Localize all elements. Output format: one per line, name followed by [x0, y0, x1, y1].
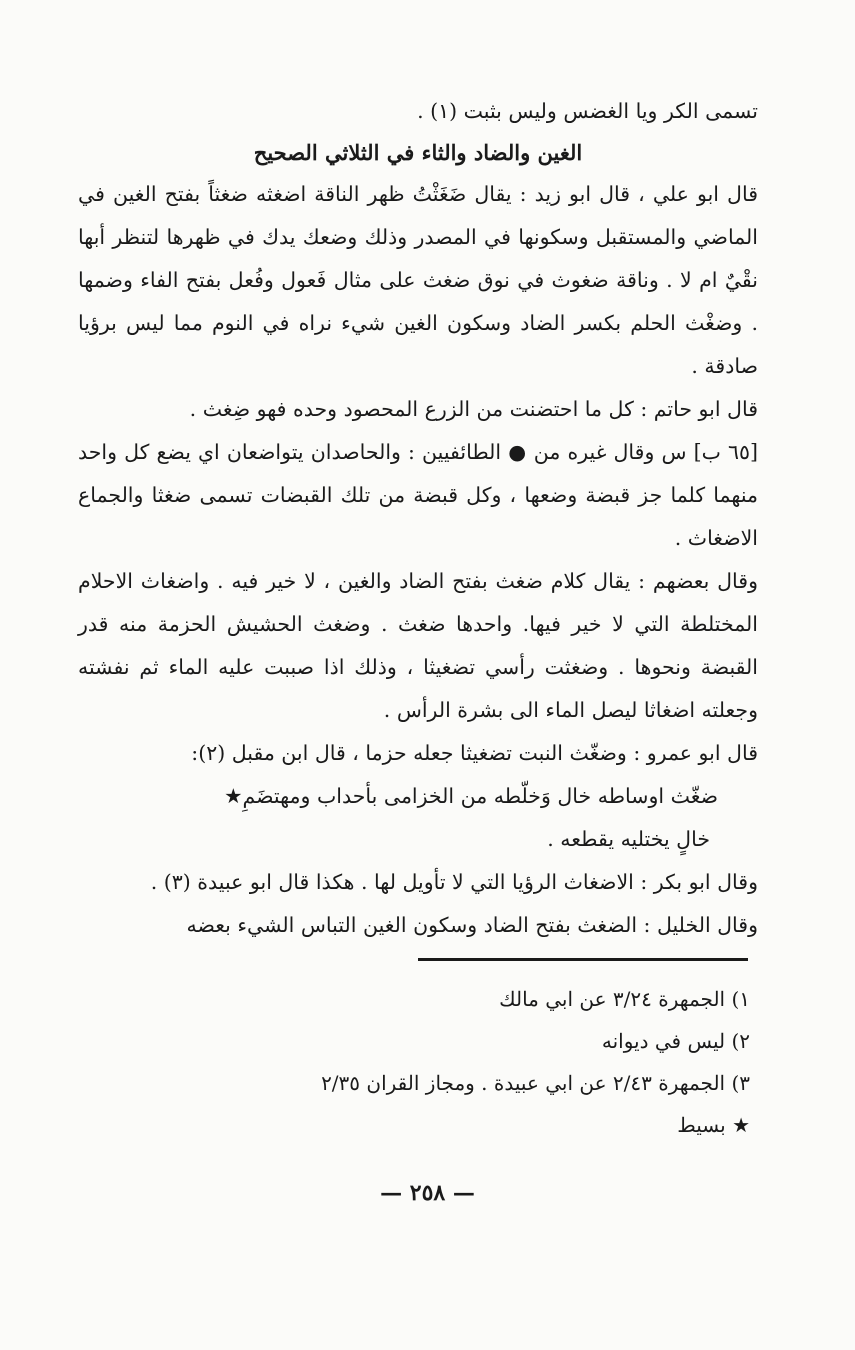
page-number: — ٢٥٨ — [380, 1180, 475, 1206]
paragraph-8: وقال الخليل : الضغث بفتح الضاد وسكون الغين التباس الشيء بعضه [186, 913, 758, 937]
footnote-1: ١) الجمهرة ٣/٢٤ عن ابي مالك [499, 987, 750, 1011]
paragraph-2: قال ابو علي ، قال ابو زيد : يقال ضَغَثْتُ ظهر الناقة اضغثه ضغثاً بفتح الغين في الماضي والمستقبل وسكونها في المصدر وذلك وضعك يدك في ظهرها لتنظر أبها نقْيٌ ام لا . وناقة ضغوث في نوق ضغث على مثال فَعول وفُعل بفتح الفاء وضمها . وضغْث الحلم بكسر الضاد وسكون الغين شيء نراه في النوم مما ليس برؤيا صادقة . [78, 182, 758, 378]
footnote-meter: ★ بسيط [677, 1113, 750, 1137]
paragraph-3: قال ابو حاتم : كل ما احتضنت من الزرع المحصود وحده فهو ضِغث . [189, 397, 758, 421]
paragraph-5: وقال بعضهم : يقال كلام ضغث بفتح الضاد والغين ، لا خير فيه . واضغاث الاحلام المختلطة التي لا خير فيها. واحدها ضغث . وضغث الحشيش الحزمة منه قدر القبضة ونحوها . وضغثت رأسي تضغيثا ، وذلك اذا صببت عليه الماء ثم نفشته وجعلته اضغاثا ليصل الماء الى بشرة الرأس . [78, 569, 758, 722]
verse-line-2: خالٍ يختليه يقطعه . [547, 827, 710, 851]
footnote-3: ٣) الجمهرة ٢/٤٣ عن ابي عبيدة . ومجاز القران ٢/٣٥ [321, 1071, 750, 1095]
paragraph-4: [٦٥ ب] س وقال غيره من ● الطائفيين : والحاصدان يتواضعان اي يضع كل واحد منهما كلما جز قبضة وضعها ، وكل قبضة من تلك القبضات تسمى ضغثا والجماع الاضغاث . [78, 440, 758, 550]
paragraph-6: قال ابو عمرو : وضغّث النبت تضغيثا جعله حزما ، قال ابن مقبل (٢): [191, 741, 758, 765]
section-heading: الغين والضاد والثاء في الثلاثي الصحيح [253, 140, 583, 165]
paragraph-7: وقال ابو بكر : الاضغاث الرؤيا التي لا تأويل لها . هكذا قال ابو عبيدة (٣) . [150, 870, 758, 894]
footnote-2: ٢) ليس في ديوانه [601, 1029, 750, 1053]
main-text [78, 90, 758, 947]
verse-line-1: ضغّث اوساطه خال وَخلّطه من الخزامى بأحداب ومهتضَمِ★ [224, 784, 718, 808]
poetry-verse [78, 775, 758, 861]
footnote-divider [418, 958, 748, 961]
footnotes [230, 978, 750, 1146]
paragraph-1: تسمى الكر ويا الغضس وليس بثبت (١) . [417, 99, 758, 123]
